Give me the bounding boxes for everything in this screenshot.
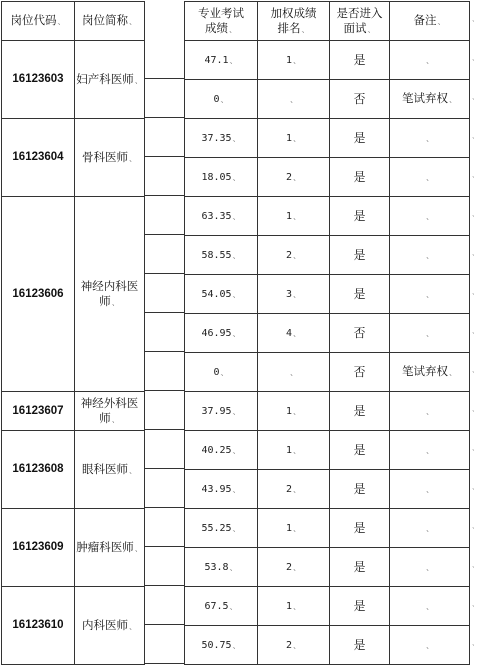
interview-cell bbox=[330, 80, 390, 119]
position-row bbox=[2, 41, 145, 80]
rank-cell bbox=[258, 314, 330, 353]
interview-cell bbox=[330, 470, 390, 509]
gap-line bbox=[144, 468, 184, 469]
exam-score-cell bbox=[185, 509, 258, 548]
position-row bbox=[2, 509, 145, 548]
interview-value: 是 bbox=[353, 130, 366, 145]
cell-mark: 、 bbox=[293, 329, 302, 338]
rank-value: 1 bbox=[285, 211, 293, 222]
position-code: 16123604 bbox=[12, 151, 64, 163]
position-name: 妇产科医师 bbox=[76, 71, 134, 86]
position-name: 师 bbox=[99, 410, 111, 425]
position-code: 16123610 bbox=[12, 619, 64, 631]
interview-value: 是 bbox=[353, 442, 366, 457]
remark-value: 笔试弃权 bbox=[402, 364, 448, 378]
cell-mark: 、 bbox=[426, 524, 434, 533]
rank-value: 1 bbox=[285, 523, 293, 534]
edge-mark: 、 bbox=[472, 366, 479, 374]
cell-mark: 、 bbox=[293, 524, 302, 533]
cell-mark: 、 bbox=[426, 56, 434, 65]
header-remark: 备注、 bbox=[390, 2, 470, 41]
position-row bbox=[2, 587, 145, 626]
exam-score-value: 53.8 bbox=[204, 562, 229, 573]
exam-score-value: 43.95 bbox=[201, 484, 232, 495]
cell-mark: 、 bbox=[426, 563, 434, 572]
position-code-cell bbox=[2, 197, 75, 392]
rank-value: 2 bbox=[285, 172, 293, 183]
edge-mark: 、 bbox=[472, 288, 479, 296]
cell-mark: 、 bbox=[426, 173, 434, 182]
score-row bbox=[185, 275, 470, 314]
cell-mark: 、 bbox=[290, 95, 298, 104]
edge-mark: 、 bbox=[472, 639, 479, 647]
exam-score-cell bbox=[185, 158, 258, 197]
cell-mark: 、 bbox=[293, 212, 302, 221]
edge-mark: 、 bbox=[472, 210, 479, 218]
cell-mark: 、 bbox=[129, 465, 137, 475]
position-name-cell bbox=[75, 392, 145, 431]
cell-mark: 、 bbox=[449, 368, 457, 377]
position-code: 16123607 bbox=[12, 404, 64, 417]
position-row bbox=[2, 197, 145, 236]
cell-mark: 、 bbox=[232, 446, 241, 455]
position-row bbox=[2, 119, 145, 158]
position-name-cell bbox=[75, 587, 145, 665]
gap-line bbox=[144, 390, 184, 391]
interview-value: 否 bbox=[353, 91, 366, 106]
remark-cell bbox=[390, 353, 470, 392]
exam-score-value: 58.55 bbox=[201, 250, 232, 261]
gap-line bbox=[144, 351, 184, 352]
cell-mark: 、 bbox=[232, 290, 241, 299]
edge-mark: 、 bbox=[472, 132, 479, 140]
interview-value: 是 bbox=[353, 520, 366, 535]
score-row bbox=[185, 431, 470, 470]
header-position-name: 岗位简称、 bbox=[75, 2, 145, 41]
cell-mark: 、 bbox=[229, 563, 238, 572]
score-row bbox=[185, 197, 470, 236]
gap-line bbox=[144, 234, 184, 235]
edge-mark: 、 bbox=[472, 522, 479, 530]
cell-mark: 、 bbox=[232, 173, 241, 182]
rank-value: 3 bbox=[285, 289, 293, 300]
interview-value: 否 bbox=[353, 364, 366, 379]
exam-score-value: 0 bbox=[213, 94, 220, 105]
position-name-cell bbox=[75, 509, 145, 587]
remark-cell bbox=[390, 158, 470, 197]
interview-value: 是 bbox=[353, 286, 366, 301]
exam-score-cell bbox=[185, 626, 258, 665]
rank-cell bbox=[258, 275, 330, 314]
remark-cell bbox=[390, 509, 470, 548]
interview-value: 是 bbox=[353, 247, 366, 262]
remark-cell bbox=[390, 197, 470, 236]
rank-cell bbox=[258, 41, 330, 80]
cell-mark: 、 bbox=[232, 524, 241, 533]
interview-value: 否 bbox=[353, 325, 366, 340]
edge-mark: 、 bbox=[472, 405, 479, 413]
rank-cell bbox=[258, 80, 330, 119]
position-name-cell bbox=[75, 197, 145, 392]
exam-score-value: 47.1 bbox=[204, 55, 229, 66]
score-row bbox=[185, 392, 470, 431]
cell-mark: 、 bbox=[290, 368, 298, 377]
score-row bbox=[185, 626, 470, 665]
position-table bbox=[1, 1, 145, 665]
cell-mark: 、 bbox=[232, 212, 241, 221]
edge-mark: 、 bbox=[472, 249, 479, 257]
cell-mark: 、 bbox=[220, 368, 229, 377]
cell-mark: 、 bbox=[111, 297, 120, 307]
position-name-cell bbox=[75, 431, 145, 509]
gap-line bbox=[144, 585, 184, 586]
cell-mark: 、 bbox=[426, 134, 434, 143]
rank-value: 2 bbox=[285, 640, 293, 651]
score-row bbox=[185, 236, 470, 275]
cell-mark: 、 bbox=[293, 173, 302, 182]
interview-value: 是 bbox=[353, 598, 366, 613]
exam-score-cell bbox=[185, 197, 258, 236]
exam-score-value: 40.25 bbox=[201, 445, 232, 456]
cell-mark: 、 bbox=[293, 563, 302, 572]
score-header-row bbox=[185, 2, 470, 41]
position-code-cell bbox=[2, 431, 75, 509]
edge-mark: 、 bbox=[472, 93, 479, 101]
cell-mark: 、 bbox=[293, 485, 302, 494]
score-row bbox=[185, 470, 470, 509]
exam-score-value: 50.75 bbox=[201, 640, 232, 651]
interview-value: 是 bbox=[353, 52, 366, 67]
cell-mark: 、 bbox=[229, 602, 238, 611]
exam-score-cell bbox=[185, 41, 258, 80]
exam-score-cell bbox=[185, 119, 258, 158]
position-header-row bbox=[2, 2, 145, 41]
position-name: 骨科医师 bbox=[82, 149, 128, 164]
exam-score-value: 18.05 bbox=[201, 172, 232, 183]
gap-line bbox=[144, 429, 184, 430]
header-position-code: 岗位代码、 bbox=[2, 2, 75, 41]
interview-cell bbox=[330, 197, 390, 236]
score-row bbox=[185, 158, 470, 197]
exam-score-value: 37.35 bbox=[201, 133, 232, 144]
score-row bbox=[185, 548, 470, 587]
remark-cell bbox=[390, 431, 470, 470]
position-code: 16123606 bbox=[12, 287, 64, 300]
score-table-body bbox=[185, 2, 470, 665]
cell-mark: 、 bbox=[293, 290, 302, 299]
position-name: 神经内科医 bbox=[80, 278, 139, 293]
rank-cell bbox=[258, 470, 330, 509]
remark-cell bbox=[390, 548, 470, 587]
position-name: 内科医师 bbox=[82, 617, 128, 632]
page-edge-marks bbox=[470, 0, 480, 671]
cell-mark: 、 bbox=[232, 134, 241, 143]
exam-score-cell bbox=[185, 587, 258, 626]
cell-mark: 、 bbox=[232, 251, 241, 260]
position-name: 眼科医师 bbox=[82, 461, 128, 476]
cell-mark: 、 bbox=[426, 251, 434, 260]
remark-cell bbox=[390, 587, 470, 626]
rank-cell bbox=[258, 392, 330, 431]
gap-line bbox=[144, 312, 184, 313]
position-name: 师 bbox=[99, 293, 111, 308]
interview-cell bbox=[330, 275, 390, 314]
rank-cell bbox=[258, 548, 330, 587]
edge-mark: 、 bbox=[472, 483, 479, 491]
cell-mark: 、 bbox=[293, 56, 302, 65]
interview-cell bbox=[330, 392, 390, 431]
rank-cell bbox=[258, 197, 330, 236]
rank-cell bbox=[258, 509, 330, 548]
edge-mark: 、 bbox=[472, 327, 479, 335]
position-name: 神经外科医 bbox=[80, 395, 139, 410]
exam-score-cell bbox=[185, 80, 258, 119]
exam-score-cell bbox=[185, 236, 258, 275]
exam-score-value: 63.35 bbox=[201, 211, 232, 222]
header-interview: 是否进入 面试、 bbox=[330, 2, 390, 41]
exam-score-cell bbox=[185, 431, 258, 470]
cell-mark: 、 bbox=[134, 75, 143, 85]
exam-score-cell bbox=[185, 353, 258, 392]
interview-value: 是 bbox=[353, 169, 366, 184]
gap-line bbox=[144, 507, 184, 508]
score-row bbox=[185, 119, 470, 158]
exam-score-value: 67.5 bbox=[204, 601, 229, 612]
exam-score-value: 55.25 bbox=[201, 523, 232, 534]
exam-score-value: 54.05 bbox=[201, 289, 232, 300]
rank-value: 1 bbox=[285, 445, 293, 456]
cell-mark: 、 bbox=[232, 641, 241, 650]
position-name-cell bbox=[75, 41, 145, 119]
remark-cell bbox=[390, 41, 470, 80]
interview-cell bbox=[330, 158, 390, 197]
score-row bbox=[185, 587, 470, 626]
cell-mark: 、 bbox=[293, 446, 302, 455]
interview-value: 是 bbox=[353, 208, 366, 223]
interview-cell bbox=[330, 626, 390, 665]
position-code-cell bbox=[2, 41, 75, 119]
cell-mark: 、 bbox=[426, 290, 434, 299]
edge-mark: 、 bbox=[472, 171, 479, 179]
interview-value: 是 bbox=[353, 403, 366, 418]
interview-cell bbox=[330, 41, 390, 80]
exam-score-cell bbox=[185, 275, 258, 314]
interview-cell bbox=[330, 548, 390, 587]
score-row bbox=[185, 353, 470, 392]
interview-value: 是 bbox=[353, 637, 366, 652]
remark-cell bbox=[390, 626, 470, 665]
cell-mark: 、 bbox=[426, 407, 434, 416]
rank-cell bbox=[258, 119, 330, 158]
rank-value: 2 bbox=[285, 484, 293, 495]
cell-mark: 、 bbox=[426, 446, 434, 455]
interview-cell bbox=[330, 431, 390, 470]
interview-cell bbox=[330, 353, 390, 392]
position-code-cell bbox=[2, 392, 75, 431]
position-row bbox=[2, 431, 145, 470]
header-exam-score: 专业考试 成绩、 bbox=[185, 2, 258, 41]
exam-score-cell bbox=[185, 314, 258, 353]
position-name: 肿瘤科医师 bbox=[76, 539, 134, 554]
cell-mark: 、 bbox=[293, 251, 302, 260]
exam-score-cell bbox=[185, 548, 258, 587]
cell-mark: 、 bbox=[232, 329, 241, 338]
score-row bbox=[185, 41, 470, 80]
rank-cell bbox=[258, 431, 330, 470]
remark-cell bbox=[390, 314, 470, 353]
cell-mark: 、 bbox=[229, 56, 238, 65]
position-code: 16123609 bbox=[12, 541, 64, 553]
exam-score-value: 46.95 bbox=[201, 328, 232, 339]
gap-line bbox=[144, 195, 184, 196]
rank-value: 2 bbox=[285, 562, 293, 573]
remark-cell bbox=[390, 392, 470, 431]
cell-mark: 、 bbox=[129, 621, 137, 631]
cell-mark: 、 bbox=[232, 485, 241, 494]
rank-value: 1 bbox=[285, 55, 293, 66]
position-code-cell bbox=[2, 509, 75, 587]
cell-mark: 、 bbox=[129, 153, 137, 163]
cell-mark: 、 bbox=[449, 95, 457, 104]
header-weighted-rank: 加权成绩 排名、 bbox=[258, 2, 330, 41]
interview-value: 是 bbox=[353, 481, 366, 496]
score-row bbox=[185, 509, 470, 548]
position-row bbox=[2, 392, 145, 431]
gap-line bbox=[144, 156, 184, 157]
remark-cell bbox=[390, 80, 470, 119]
edge-mark: 、 bbox=[472, 444, 479, 452]
rank-value: 2 bbox=[285, 250, 293, 261]
cell-mark: 、 bbox=[111, 414, 120, 424]
interview-cell bbox=[330, 236, 390, 275]
rank-value: 1 bbox=[285, 601, 293, 612]
cell-mark: 、 bbox=[220, 95, 229, 104]
gap-line bbox=[144, 546, 184, 547]
edge-mark: 、 bbox=[472, 600, 479, 608]
edge-mark: 、 bbox=[472, 15, 479, 23]
position-code-cell bbox=[2, 119, 75, 197]
interview-cell bbox=[330, 587, 390, 626]
rank-value: 4 bbox=[285, 328, 293, 339]
exam-score-cell bbox=[185, 470, 258, 509]
remark-cell bbox=[390, 119, 470, 158]
score-row bbox=[185, 314, 470, 353]
exam-score-value: 37.95 bbox=[201, 406, 232, 417]
position-code: 16123603 bbox=[12, 73, 64, 85]
cell-mark: 、 bbox=[232, 407, 241, 416]
rank-cell bbox=[258, 236, 330, 275]
cell-mark: 、 bbox=[426, 485, 434, 494]
gap-line bbox=[144, 663, 184, 664]
interview-cell bbox=[330, 119, 390, 158]
score-row bbox=[185, 80, 470, 119]
gap-line bbox=[144, 78, 184, 79]
rank-value: 1 bbox=[285, 406, 293, 417]
gap-line bbox=[144, 117, 184, 118]
gap-line bbox=[144, 624, 184, 625]
cell-mark: 、 bbox=[293, 407, 302, 416]
rank-cell bbox=[258, 158, 330, 197]
edge-mark: 、 bbox=[472, 54, 479, 62]
rank-cell bbox=[258, 353, 330, 392]
position-table-body bbox=[2, 2, 145, 665]
remark-cell bbox=[390, 236, 470, 275]
cell-mark: 、 bbox=[426, 329, 434, 338]
edge-mark: 、 bbox=[472, 561, 479, 569]
exam-score-value: 0 bbox=[213, 367, 220, 378]
cell-mark: 、 bbox=[426, 602, 434, 611]
position-name-cell bbox=[75, 119, 145, 197]
cell-mark: 、 bbox=[293, 602, 302, 611]
cell-mark: 、 bbox=[134, 543, 143, 553]
remark-value: 笔试弃权 bbox=[402, 91, 448, 105]
rank-value: 1 bbox=[285, 133, 293, 144]
cell-mark: 、 bbox=[426, 212, 434, 221]
cell-mark: 、 bbox=[426, 641, 434, 650]
exam-score-cell bbox=[185, 392, 258, 431]
interview-cell bbox=[330, 509, 390, 548]
rank-cell bbox=[258, 626, 330, 665]
score-table bbox=[184, 1, 470, 665]
interview-value: 是 bbox=[353, 559, 366, 574]
remark-cell bbox=[390, 275, 470, 314]
remark-cell bbox=[390, 470, 470, 509]
rank-cell bbox=[258, 587, 330, 626]
interview-cell bbox=[330, 314, 390, 353]
gap-line bbox=[144, 273, 184, 274]
position-code-cell bbox=[2, 587, 75, 665]
position-code: 16123608 bbox=[12, 463, 64, 475]
cell-mark: 、 bbox=[293, 641, 302, 650]
cell-mark: 、 bbox=[293, 134, 302, 143]
